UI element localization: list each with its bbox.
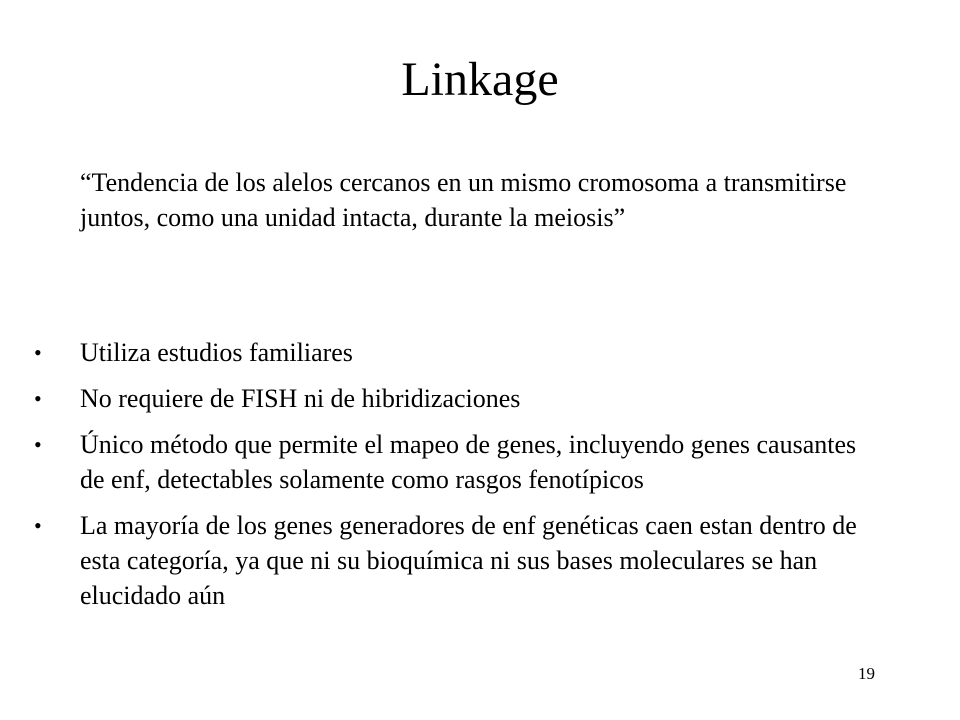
bullet-dot-icon: • xyxy=(34,340,42,365)
bullet-text: Único método que permite el mapeo de genes, incluyendo genes causantes de enf, detectables solamente como rasgos fenotípicos xyxy=(80,430,857,494)
bullet-list xyxy=(0,335,960,624)
bullet-dot-icon: • xyxy=(34,386,42,411)
page-number: 19 xyxy=(858,664,875,683)
bullet-item xyxy=(0,427,880,497)
bullet-text: Utiliza estudios familiares xyxy=(80,338,353,367)
bullet-item xyxy=(0,508,880,613)
slide-title: Linkage xyxy=(401,53,559,106)
bullet-dot-icon: • xyxy=(34,513,42,538)
bullet-text: La mayoría de los genes generadores de enf genéticas caen estan dentro de esta categoría, ya que ni su bioquímica ni sus bases moleculares se han elucidado aún xyxy=(80,511,857,610)
bullet-dot-icon: • xyxy=(34,432,42,457)
bullet-item xyxy=(0,381,880,416)
definition-quote: “Tendencia de los alelos cercanos en un mismo cromosoma a transmitirse juntos, como una unidad intacta, durante la meiosis” xyxy=(80,168,847,232)
bullet-item xyxy=(0,335,880,370)
bullet-text: No requiere de FISH ni de hibridizaciones xyxy=(80,384,521,413)
